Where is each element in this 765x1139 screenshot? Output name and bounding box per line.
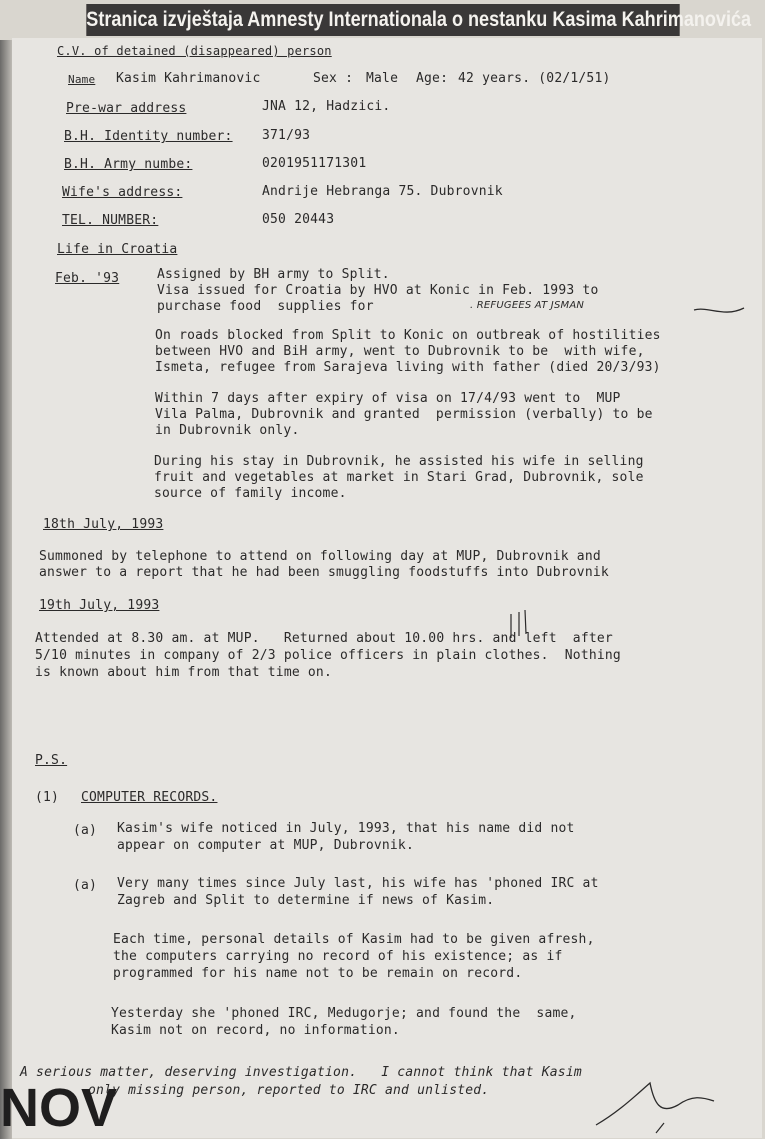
para-assigned-1: Assigned by BH army to Split. xyxy=(157,267,390,282)
prewar-value: JNA 12, Hadzici. xyxy=(262,99,391,114)
prewar-label: Pre-war address xyxy=(66,101,187,116)
id-value: 371/93 xyxy=(262,128,311,143)
name-label: Name xyxy=(68,73,96,86)
computer-records-heading: COMPUTER RECORDS. xyxy=(81,790,218,805)
item-a1-label: (a) xyxy=(73,823,98,838)
cv-heading: C.V. of detained (disappeared) person xyxy=(57,44,332,58)
name-value: Kasim Kahrimanovic xyxy=(116,71,261,86)
date-19-july: 19th July, 1993 xyxy=(39,598,160,613)
ps-heading: P.S. xyxy=(35,753,68,768)
para-yesterday-1: Yesterday she 'phoned IRC, Medugorje; and found the same, xyxy=(111,1006,577,1021)
signature-scribble xyxy=(590,1075,720,1139)
item-a1-line2: appear on computer at MUP, Dubrovnik. xyxy=(117,838,414,853)
para-each-time-2: the computers carrying no record of his existence; as if xyxy=(113,949,563,964)
para-stay-2: fruit and vegetables at market in Stari Grad, Dubrovnik, sole xyxy=(154,470,644,485)
wife-address-value: Andrije Hebranga 75. Dubrovnik xyxy=(262,184,503,199)
date-18-july: 18th July, 1993 xyxy=(43,517,164,532)
id-label: B.H. Identity number: xyxy=(64,129,233,144)
para-visa-1: Within 7 days after expiry of visa on 17/4/93 went to MUP xyxy=(155,391,621,406)
item-a2-line1: Very many times since July last, his wife has 'phoned IRC at xyxy=(117,876,599,891)
para-assigned-3: purchase food supplies for xyxy=(157,299,374,314)
croatia-heading: Life in Croatia xyxy=(57,242,178,257)
para-each-time-1: Each time, personal details of Kasim had to be given afresh, xyxy=(113,932,595,947)
tel-label: TEL. NUMBER: xyxy=(62,213,159,228)
army-label: B.H. Army numbe: xyxy=(64,157,193,172)
newspaper-logo-fragment: NOV xyxy=(0,1078,118,1138)
item-a2-line2: Zagreb and Split to determine if news of Kasim. xyxy=(117,893,495,908)
computer-records-number: (1) xyxy=(35,790,60,805)
para-visa-2: Vila Palma, Dubrovnik and granted permission (verbally) to be xyxy=(155,407,653,422)
para-attended-1: Attended at 8.30 am. at MUP. Returned about 10.00 hrs. and left after xyxy=(35,631,613,646)
sex-label: Sex : xyxy=(313,71,354,86)
date-feb-93: Feb. '93 xyxy=(55,271,120,286)
age-label: Age: xyxy=(416,71,449,86)
wife-address-label: Wife's address: xyxy=(62,185,183,200)
item-a1-line1: Kasim's wife noticed in July, 1993, that his name did not xyxy=(117,821,575,836)
handwritten-mark-11 xyxy=(505,608,531,648)
para-visa-3: in Dubrovnik only. xyxy=(155,423,300,438)
item-a2-label: (a) xyxy=(73,878,98,893)
para-attended-3: is known about him from that time on. xyxy=(35,665,332,680)
handwritten-note: . REFUGEES AT JSMAN xyxy=(470,300,585,311)
para-roads-2: between HVO and BiH army, went to Dubrovnik to be with wife, xyxy=(155,344,645,359)
page-title: Stranica izvještaja Amnesty Internationala o nestanku Kasima Kahrimanovića xyxy=(86,4,679,36)
age-value: 42 years. (02/1/51) xyxy=(458,71,611,86)
page-edge xyxy=(0,40,12,1139)
para-roads-3: Ismeta, refugee from Sarajeva living with father (died 20/3/93) xyxy=(155,360,661,375)
sex-value: Male xyxy=(366,71,399,86)
para-stay-3: source of family income. xyxy=(154,486,347,501)
tel-value: 050 20443 xyxy=(262,212,335,227)
closing-line-2: only missing person, reported to IRC and unlisted. xyxy=(88,1083,490,1098)
closing-line-1: A serious matter, deserving investigation. I cannot think that Kasim xyxy=(20,1065,582,1080)
handwritten-strike-mark xyxy=(690,296,750,326)
para-yesterday-2: Kasim not on record, no information. xyxy=(111,1023,400,1038)
army-value: 0201951171301 xyxy=(262,156,367,171)
para-summoned-1: Summoned by telephone to attend on following day at MUP, Dubrovnik and xyxy=(39,549,601,564)
para-each-time-3: programmed for his name not to be remain on record. xyxy=(113,966,523,981)
para-stay-1: During his stay in Dubrovnik, he assisted his wife in selling xyxy=(154,454,644,469)
para-attended-2: 5/10 minutes in company of 2/3 police officers in plain clothes. Nothing xyxy=(35,648,621,663)
para-assigned-2: Visa issued for Croatia by HVO at Konic in Feb. 1993 to xyxy=(157,283,599,298)
para-roads-1: On roads blocked from Split to Konic on outbreak of hostilities xyxy=(155,328,661,343)
para-summoned-2: answer to a report that he had been smuggling foodstuffs into Dubrovnik xyxy=(39,565,609,580)
